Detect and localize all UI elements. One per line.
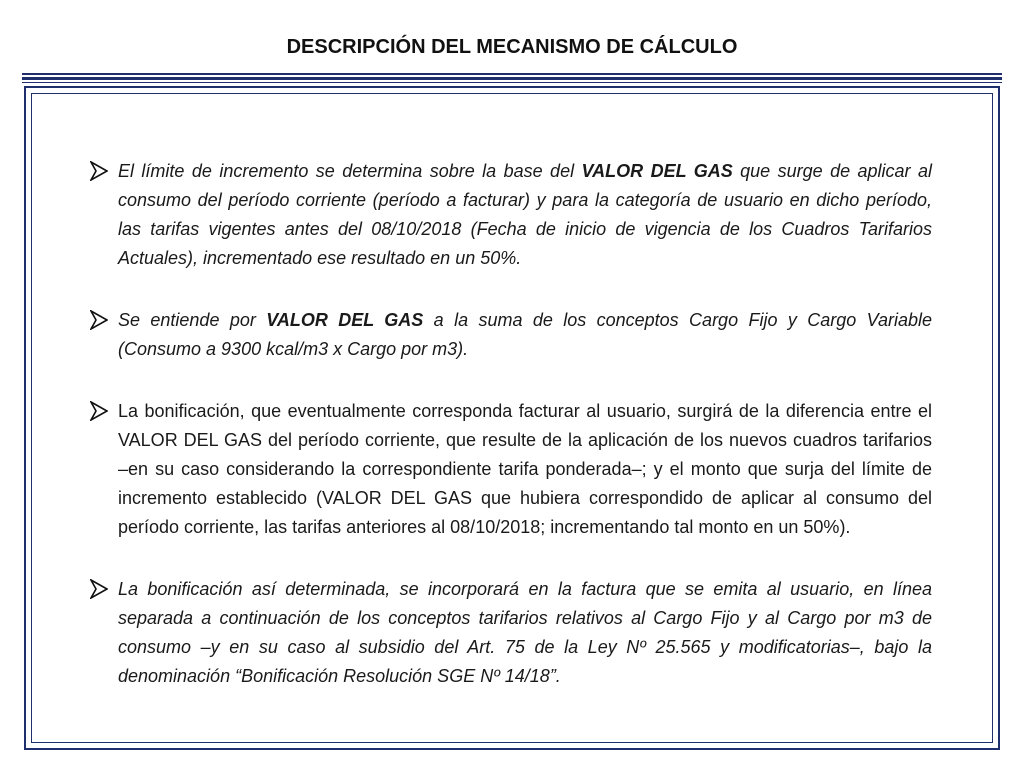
title-underline-top	[22, 73, 1002, 75]
paragraph-text: La bonificación así determinada, se incorporará en la factura que se emita al usuario, en línea separada a continuación de los conceptos tarifarios relativos al Cargo Fijo y al Cargo por m3 de consumo –y en su caso al subsidio del Art. 75 de la Ley Nº 25.565 y modificatorias–, bajo la denominación “Bonificación Resolución SGE Nº 14/18”.	[118, 579, 932, 686]
emphasis-text: VALOR DEL GAS	[581, 161, 733, 181]
bullet-list	[90, 157, 932, 724]
arrowhead-bullet-icon	[90, 161, 108, 181]
arrowhead-bullet-icon	[90, 310, 108, 330]
paragraph-text: Se entiende por	[118, 310, 267, 330]
paragraph-text: El límite de incremento se determina sobre la base del	[118, 161, 582, 181]
paragraph-text: a la suma de los conceptos Cargo Fijo y Cargo Variable (Consumo a 9300 kcal/m3 x Cargo por m3).	[118, 310, 932, 359]
title-underline-middle	[22, 77, 1002, 80]
bullet-paragraph	[90, 397, 932, 542]
bullet-paragraph	[90, 157, 932, 273]
title-underline-bottom	[22, 82, 1002, 83]
arrowhead-bullet-icon	[90, 579, 108, 599]
bullet-paragraph	[90, 306, 932, 364]
paragraph-text: La bonificación, que eventualmente corresponda facturar al usuario, surgirá de la diferencia entre el VALOR DEL GAS del período corriente, que resulte de la aplicación de los nuevos cuadros tarifarios –en su caso considerando la correspondiente tarifa ponderada–; y el monto que surja del límite de incremento establecido (VALOR DEL GAS que hubiera correspondido de aplicar al consumo del período corriente, las tarifas anteriores al 08/10/2018; incrementando tal monto en un 50%).	[118, 401, 932, 537]
bullet-paragraph	[90, 575, 932, 691]
paragraph-text: que surge de aplicar al consumo del período corriente (período a facturar) y para la categoría de usuario en dicho período, las tarifas vigentes antes del 08/10/2018 (Fecha de inicio de vigencia de los Cuadros Tarifarios Actuales), incrementado ese resultado en un 50%.	[118, 161, 932, 268]
arrowhead-bullet-icon	[90, 401, 108, 421]
page-title: DESCRIPCIÓN DEL MECANISMO DE CÁLCULO	[286, 36, 738, 58]
emphasis-text: VALOR DEL GAS	[266, 310, 424, 330]
